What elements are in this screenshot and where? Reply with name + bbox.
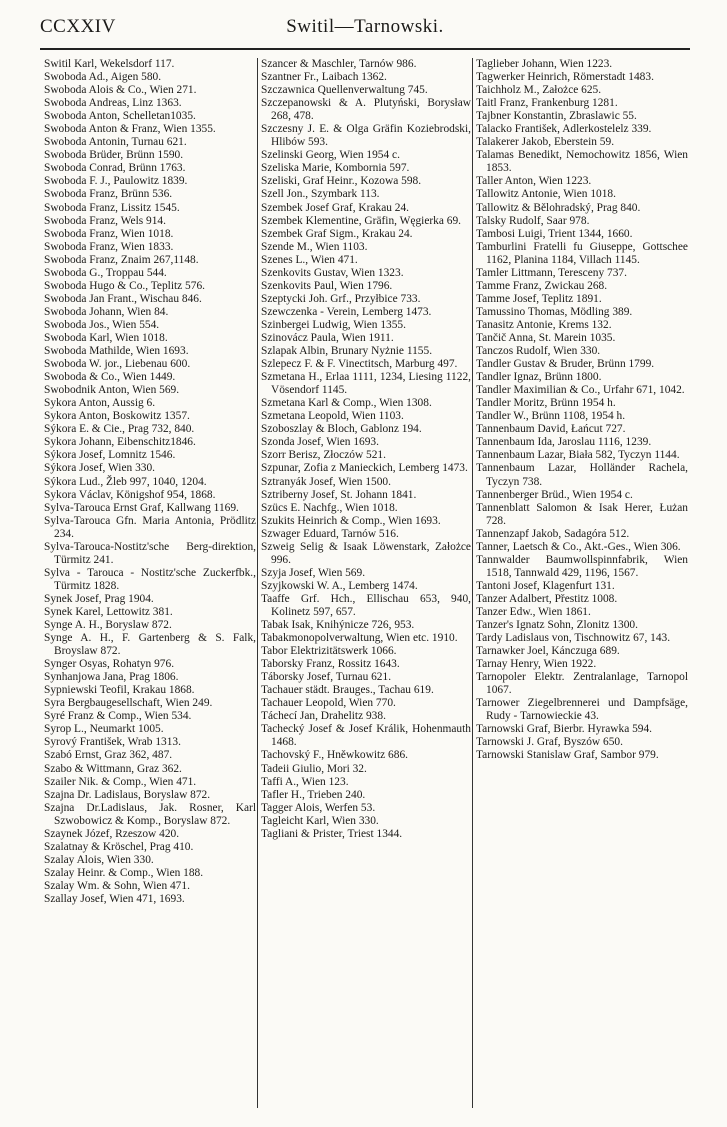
directory-entry: Taglieber Johann, Wien 1223. [476,58,613,70]
directory-entry: Tanasitz Antonie, Krems 132. [476,318,612,331]
directory-entry: Synhanjowa Jana, Prag 1806. [44,671,179,684]
directory-entry: Tannenberger Brüd., Wien 1954 c. [476,488,633,501]
column-2 [261,58,471,1108]
directory-entry: Tandler Moritz, Brünn 1954 h. [476,397,616,410]
directory-entry: Szinovácz Paula, Wien 1911. [261,331,394,344]
directory-entry: Tanzer Adalbert, Přestitz 1008. [476,592,618,605]
directory-entry: Szorr Berisz, Złoczów 521. [261,449,386,462]
directory-entry: Tarnawker Joel, Kánczuga 689. [476,645,620,658]
directory-entry: Tambosi Luigi, Trient 1344, 1660. [476,227,633,240]
directory-entry: Tachauer Leopold, Wien 770. [261,697,396,710]
directory-entry: Tachauer städt. Brauges., Tachau 619. [261,684,434,697]
directory-entry: Tančič Anna, St. Marein 1035. [476,331,616,344]
directory-entry: Tannenbaum Ida, Jaroslau 1116, 1239. [476,436,652,449]
directory-entry: Sylva-Tarouca-Nostitz'sche Berg-direktion, Türmitz 241. [44,540,256,566]
directory-entry: Swoboda Karl, Wien 1018. [44,331,168,344]
directory-entry: Sýkora Josef, Lomnitz 1546. [44,449,176,462]
directory-entry: Sylva-Tarouca Gfn. Maria Antonia, Prödlitz 234. [44,514,256,540]
directory-entry: Sztranyák Josef, Wien 1500. [261,475,391,488]
directory-entry: Szeliska Marie, Kombornia 597. [261,162,410,175]
column-divider [472,58,473,1108]
directory-entry: Swoboda Ad., Aigen 580. [44,71,162,84]
directory-entry: Tachecký Josef & Josef Králik, Hohenmauth 1468. [261,723,471,749]
directory-entry: Szwager Eduard, Tarnów 516. [261,527,399,540]
directory-entry: Tanczos Rudolf, Wien 330. [476,345,601,358]
directory-entry: Szlepecz F. & F. Vinectitsch, Marburg 497. [261,358,458,371]
directory-entry: Szeptycki Joh. Grf., Przyłbice 733. [261,292,421,305]
directory-entry: Tamler Littmann, Teresceny 737. [476,266,627,279]
directory-entry: Syrový František, Wrab 1313. [44,736,181,749]
directory-entry: Szaynek Józef, Rzeszow 420. [44,827,180,840]
directory-entry: Synek Josef, Prag 1904. [44,592,154,605]
directory-entry: Szalay Wm. & Sohn, Wien 471. [44,879,190,892]
directory-entry: Tarnopoler Elektr. Zentralanlage, Tarnopol 1067. [476,671,688,697]
page-header [40,16,690,42]
directory-entry: Talamas Benedikt, Nemochowitz 1856, Wien 1853. [476,149,688,175]
directory-entry: Tannenbaum Lazar, Holländer Rachela, Tyczyn 738. [476,462,688,488]
directory-entry: Sztriberny Josef, St. Johann 1841. [261,488,417,501]
directory-entry: Swoboda Anton & Franz, Wien 1355. [44,123,216,136]
directory-entry: Tandler Gustav & Bruder, Brünn 1799. [476,358,655,371]
directory-entry: Sýkora Josef, Wien 330. [44,462,156,475]
directory-entry: Szmetana H., Erlaa 1111, 1234, Liesing 1122, Vösendorf 1145. [261,371,471,397]
directory-entry: Tannenzapf Jakob, Sadagóra 512. [476,527,630,540]
directory-entry: Tajbner Konstantin, Zbraslawic 55. [476,110,637,123]
directory-entry: Sykora Anton, Aussig 6. [44,397,156,410]
directory-entry: Szabó Ernst, Graz 362, 487. [44,749,173,762]
directory-entry: Szweig Selig & Isaak Löwenstark, Założce 996. [261,540,471,566]
directory-entry: Szewczenka - Verein, Lemberg 1473. [261,305,432,318]
directory-entry: Taichholz M., Założce 625. [476,84,602,97]
directory-entry: Tanzer's Ignatz Sohn, Zlonitz 1300. [476,619,638,632]
directory-entry: Tadeii Giulio, Mori 32. [261,762,367,775]
directory-entry: Szelinski Georg, Wien 1954 c. [261,149,400,162]
directory-entry: Tannwalder Baumwollspinnfabrik, Wien 1518, Tannwald 429, 1196, 1567. [476,553,688,579]
directory-entry: Tarnower Ziegelbrennerei und Dampfsäge, Rudy - Tarnowieckie 43. [476,697,688,723]
directory-entry: Tagwerker Heinrich, Römerstadt 1483. [476,71,654,84]
column-1 [44,58,256,1108]
directory-entry: Szinbergei Ludwig, Wien 1355. [261,318,406,331]
directory-entry: Synge A. H., Boryslaw 872. [44,619,172,632]
directory-entry: Szukits Heinrich & Comp., Wien 1693. [261,514,441,527]
directory-entry: Szembek Graf Sigm., Krakau 24. [261,227,413,240]
directory-entry: Swoboda G., Troppau 544. [44,266,167,279]
directory-entry: Szczepanowski & A. Plutyński, Borysław 268, 478. [261,97,471,123]
directory-entry: Szenkovits Gustav, Wien 1323. [261,266,404,279]
directory-entry: Taborsky Franz, Rossitz 1643. [261,658,400,671]
directory-entry: Szembek Klementine, Gräfin, Węgierka 69. [261,214,462,227]
directory-entry: Tarnowski Stanislaw Graf, Sambor 979. [476,749,659,762]
directory-entry: Szajna Dr.Ladislaus, Jak. Rosner, Karl Szwobowicz & Komp., Boryslaw 872. [44,801,256,827]
directory-entry: Tannenbaum David, Łańcut 727. [476,423,626,436]
directory-entry: Szajna Dr. Ladislaus, Boryslaw 872. [44,788,211,801]
directory-entry: Switil Karl, Wekelsdorf 117. [44,58,175,70]
directory-entry: Tabakmonopolverwaltung, Wien etc. 1910. [261,632,458,645]
directory-entry: Szenes L., Wien 471. [261,253,358,266]
directory-entry: Synger Osyas, Rohatyn 976. [44,658,175,671]
directory-entry: Sykora Václav, Königshof 954, 1868. [44,488,216,501]
directory-entry: Tagger Alois, Werfen 53. [261,801,376,814]
directory-entry: Swoboda Franz, Brünn 536. [44,188,173,201]
directory-entry: Sypniewski Teofil, Krakau 1868. [44,684,195,697]
directory-entry: Tamme Franz, Zwickau 268. [476,279,608,292]
directory-entry: Tallowitz Antonie, Wien 1018. [476,188,616,201]
directory-entry: Taitl Franz, Frankenburg 1281. [476,97,618,110]
directory-entry: Tamme Josef, Teplitz 1891. [476,292,602,305]
directory-entry: Sýkora E. & Cie., Prag 732, 840. [44,423,195,436]
directory-entry: Tafler H., Trieben 240. [261,788,366,801]
directory-entry: Tarnowski J. Graf, Byszów 650. [476,736,623,749]
directory-entry: Tannenbaum Lazar, Biała 582, Tyczyn 1144. [476,449,680,462]
directory-entry: Szell Jon., Szymbark 113. [261,188,380,201]
directory-entry: Syra Bergbaugesellschaft, Wien 249. [44,697,213,710]
directory-entry: Szyja Josef, Wien 569. [261,566,366,579]
directory-entry: Sylva - Tarouca - Nostitz'sche Zuckerfbk., Türmitz 1828. [44,566,256,592]
directory-entry: Tanzer Edw., Wien 1861. [476,605,591,618]
directory-entry: Swoboda Anton, Schelletan1035. [44,110,196,123]
directory-entry: Tantoni Josef, Klagenfurt 131. [476,579,615,592]
directory-entry: Swoboda Mathilde, Wien 1693. [44,345,189,358]
directory-entry: Szalay Heinr. & Comp., Wien 188. [44,866,204,879]
directory-entry: Swoboda Johann, Wien 84. [44,305,169,318]
directory-entry: Taaffe Grf. Hch., Ellischau 653, 940, Kolinetz 597, 657. [261,592,471,618]
directory-entry: Szallay Josef, Wien 471, 1693. [44,893,185,905]
directory-entry: Szonda Josef, Wien 1693. [261,436,379,449]
directory-entry: Taller Anton, Wien 1223. [476,175,592,188]
directory-entry: Szmetana Karl & Comp., Wien 1308. [261,397,432,410]
directory-entry: Szembek Josef Graf, Krakau 24. [261,201,410,214]
directory-entry: Tardy Ladislaus von, Tischnowitz 67, 143. [476,632,671,645]
directory-entry: Szmetana Leopold, Wien 1103. [261,410,404,423]
directory-entry: Swoboda Alois & Co., Wien 271. [44,84,197,97]
directory-entry: Swoboda Franz, Wien 1833. [44,240,174,253]
directory-entry: Szende M., Wien 1103. [261,240,368,253]
directory-entry: Tallowitz & Bělohradský, Prag 840. [476,201,641,214]
directory-entry: Szailer Nik. & Comp., Wien 471. [44,775,197,788]
directory-entry: Tarnay Henry, Wien 1922. [476,658,597,671]
directory-entry: Swoboda Antonin, Turnau 621. [44,136,187,149]
directory-entry: Tarnowski Graf, Bierbr. Hyrawka 594. [476,723,653,736]
directory-entry: Sýkora Lud., Žleb 997, 1040, 1204. [44,475,207,488]
directory-entry: Synek Karel, Lettowitz 381. [44,605,173,618]
directory-entry: Swoboda Hugo & Co., Teplitz 576. [44,279,205,292]
directory-entry: Tamburlini Fratelli fu Giuseppe, Gottschee 1162, Planina 1184, Villach 1145. [476,240,688,266]
directory-entry: Swobodnik Anton, Wien 569. [44,384,180,397]
directory-entry: Táborsky Josef, Turnau 621. [261,671,392,684]
directory-entry: Syré Franz & Comp., Wien 534. [44,710,192,723]
directory-entry: Sykora Johann, Eibenschitz1846. [44,436,196,449]
directory-entry: Szpunar, Zofia z Manieckich, Lemberg 1473. [261,462,468,475]
directory-entry: Tandler W., Brünn 1108, 1954 h. [476,410,626,423]
directory-entry: Szczawnica Quellenverwaltung 745. [261,84,428,97]
directory-entry: Tabak Isak, Knihýnicze 726, 953. [261,619,415,632]
directory-entry: Szalay Alois, Wien 330. [44,853,154,866]
directory-entry: Szlapak Albin, Brunary Nyżnie 1155. [261,345,433,358]
directory-entry: Szoboszlay & Bloch, Gablonz 194. [261,423,422,436]
directory-entry: Tannenblatt Salomon & Isak Herer, Łużan 728. [476,501,688,527]
directory-entry: Tanner, Laetsch & Co., Akt.-Ges., Wien 306. [476,540,681,553]
running-head-title: Switil—Tarnowski. [286,16,444,37]
directory-entry: Swoboda & Co., Wien 1449. [44,371,176,384]
directory-entry: Swoboda Franz, Wels 914. [44,214,166,227]
directory-entry: Szücs E. Nachfg., Wien 1018. [261,501,398,514]
directory-entry: Szancer & Maschler, Tarnów 986. [261,58,417,70]
directory-entry: Sykora Anton, Boskowitz 1357. [44,410,190,423]
directory-entry: Synge A. H., F. Gartenberg & S. Falk, Broyslaw 872. [44,632,256,658]
directory-entry: Szyjkowski W. A., Lemberg 1474. [261,579,418,592]
directory-entry: Swoboda Conrad, Brünn 1763. [44,162,186,175]
directory-entry: Swoboda W. jor., Liebenau 600. [44,358,191,371]
directory-entry: Szalatnay & Kröschel, Prag 410. [44,840,194,853]
directory-entry: Swoboda Jan Frant., Wischau 846. [44,292,202,305]
directory-entry: Szabo & Wittmann, Graz 362. [44,762,182,775]
directory-entry: Tagliani & Prister, Triest 1344. [261,827,403,840]
directory-entry: Szeliski, Graf Heinr., Kozowa 598. [261,175,422,188]
directory-entry: Szenkovits Paul, Wien 1796. [261,279,393,292]
directory-entry: Syrop L., Neumarkt 1005. [44,723,164,736]
directory-entry: Tagleicht Karl, Wien 330. [261,814,379,827]
directory-entry: Swoboda Brüder, Brünn 1590. [44,149,184,162]
column-divider [257,58,258,1108]
directory-entry: Tabor Elektrizitätswerk 1066. [261,645,397,658]
column-3 [476,58,688,1108]
directory-entry: Swoboda Andreas, Linz 1363. [44,97,182,110]
directory-entry: Swoboda Franz, Wien 1018. [44,227,174,240]
header-rule [40,48,690,50]
directory-entry: Szantner Fr., Laibach 1362. [261,71,387,84]
page-number: CCXXIV [40,16,116,37]
directory-entry: Tachovský F., Hněwkowitz 686. [261,749,408,762]
directory-entry: Swoboda F. J., Paulowitz 1839. [44,175,188,188]
directory-entry: Swoboda Franz, Lissitz 1545. [44,201,180,214]
directory-entry: Sylva-Tarouca Ernst Graf, Kallwang 1169. [44,501,239,514]
directory-entry: Táchecí Jan, Drahelitz 938. [261,710,386,723]
directory-entry: Tamussino Thomas, Mödling 389. [476,305,633,318]
directory-entry: Tandler Maximilian & Co., Urfahr 671, 1042. [476,384,685,397]
directory-entry: Talacko František, Adlerkostelelz 339. [476,123,652,136]
directory-entry: Szczesny J. E. & Olga Gräfin Koziebrodski, Hlibów 593. [261,123,471,149]
directory-entry: Talakerer Jakob, Eberstein 59. [476,136,615,149]
directory-entry: Talsky Rudolf, Saar 978. [476,214,590,227]
directory-entry: Taffi A., Wien 123. [261,775,349,788]
directory-entry: Swoboda Franz, Znaim 267,1148. [44,253,199,266]
directory-entry: Tandler Ignaz, Brünn 1800. [476,371,602,384]
directory-entry: Swoboda Jos., Wien 554. [44,318,160,331]
